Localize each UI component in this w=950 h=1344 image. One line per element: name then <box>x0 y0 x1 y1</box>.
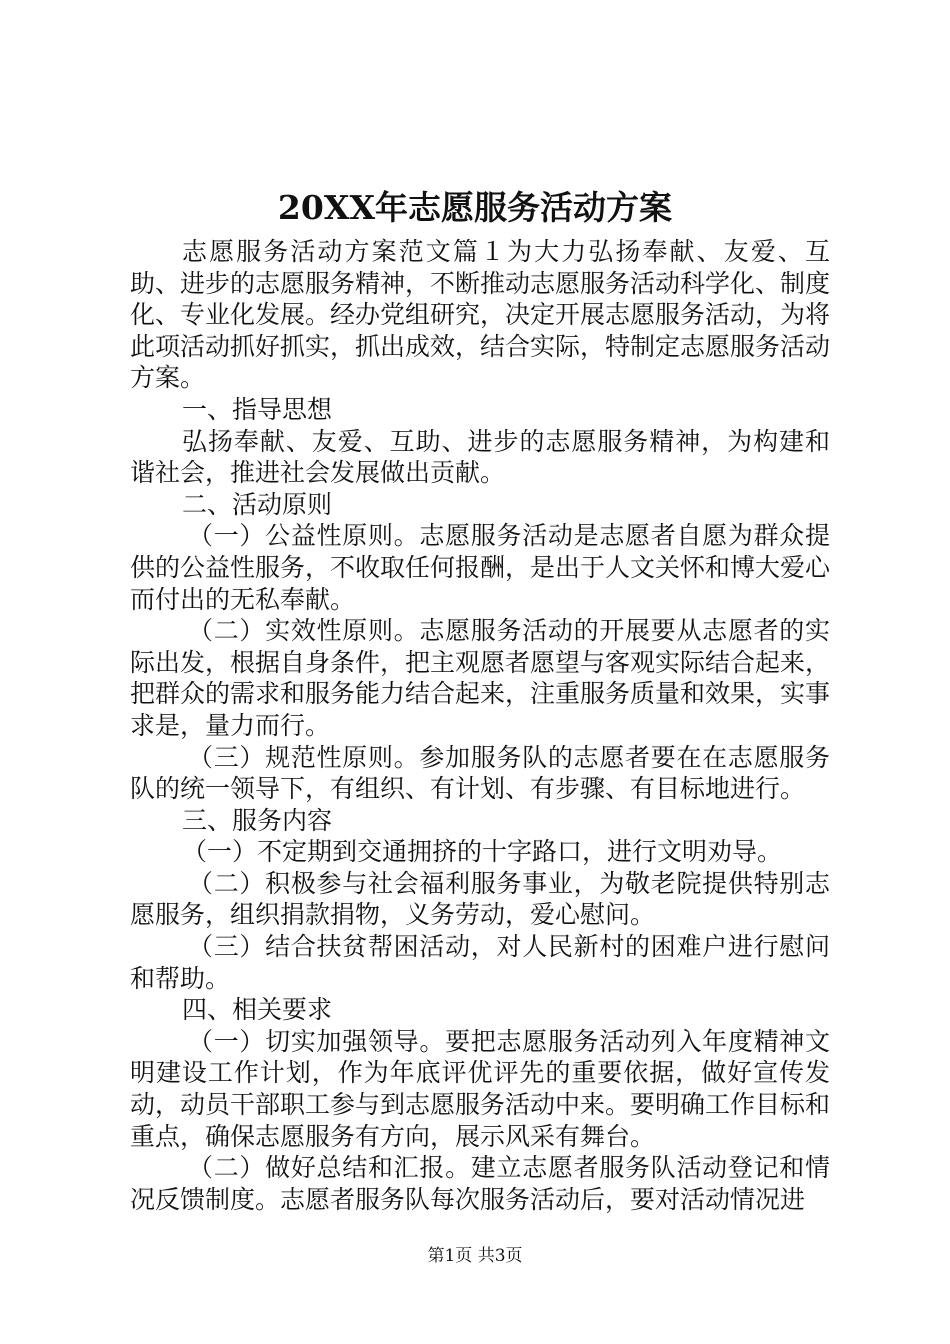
paragraph-service-3: （三）结合扶贫帮困活动，对人民新村的困难户进行慰问和帮助。 <box>130 932 830 993</box>
paragraph-service-2: （二）积极参与社会福利服务事业，为敬老院提供特别志愿服务，组织捐款捐物，义务劳动，爱心慰问。 <box>130 868 830 930</box>
heading-activity-principles: 二、活动原则 <box>182 489 333 519</box>
paragraph-requirement-2: （二）做好总结和汇报。建立志愿者服务队活动登记和情况反馈制度。志愿者服务队每次服务活动后，要对活动情况进 <box>130 1153 830 1214</box>
page-number-footer: 第1页 共3页 <box>427 1246 523 1266</box>
paragraph-principle-1: （一）公益性原则。志愿服务活动是志愿者自愿为群众提供的公益性服务，不收取任何报酬，是出于人文关怀和博大爱心而付出的无私奉献。 <box>130 521 831 614</box>
paragraph-guiding-thought: 弘扬奉献、友爱、互助、进步的志愿服务精神，为构建和谐社会，推进社会发展做出贡献。 <box>130 426 830 488</box>
paragraph-service-1: （一）不定期到交通拥挤的十字路口，进行文明劝导。 <box>182 837 783 867</box>
document-body <box>130 236 830 1215</box>
paragraph-principle-2: （二）实效性原则。志愿服务活动的开展要从志愿者的实际出发，根据自身条件，把主观愿者愿望与客观实际结合起来，把群众的需求和服务能力结合起来，注重服务质量和效果，实事求是，量力而行。 <box>130 616 831 740</box>
paragraph-requirement-1: （一）切实加强领导。要把志愿服务活动列入年度精神文明建设工作计划，作为年底评优评先的重要依据，做好宣传发动，动员干部职工参与到志愿服务活动中来。要明确工作目标和重点，确保志愿服务有方向，展示风采有舞台。 <box>130 1026 831 1151</box>
paragraph-principle-3: （三）规范性原则。参加服务队的志愿者要在在志愿服务队的统一领导下，有组织、有计划、有步骤、有目标地进行。 <box>130 742 830 804</box>
heading-requirements: 四、相关要求 <box>182 995 333 1025</box>
paragraph-intro: 志愿服务活动方案范文篇１为大力弘扬奉献、友爱、互助、进步的志愿服务精神，不断推动志愿服务活动科学化、制度化、专业化发展。经办党组研究，决定开展志愿服务活动，为将此项活动抓好抓实，抓出成效，结合实际，特制定志愿服务活动方案。 <box>130 237 831 393</box>
document-title: 20XX年志愿服务活动方案 <box>277 188 673 227</box>
heading-service-content: 三、服务内容 <box>182 805 333 835</box>
heading-guiding-thought: 一、指导思想 <box>182 394 333 424</box>
